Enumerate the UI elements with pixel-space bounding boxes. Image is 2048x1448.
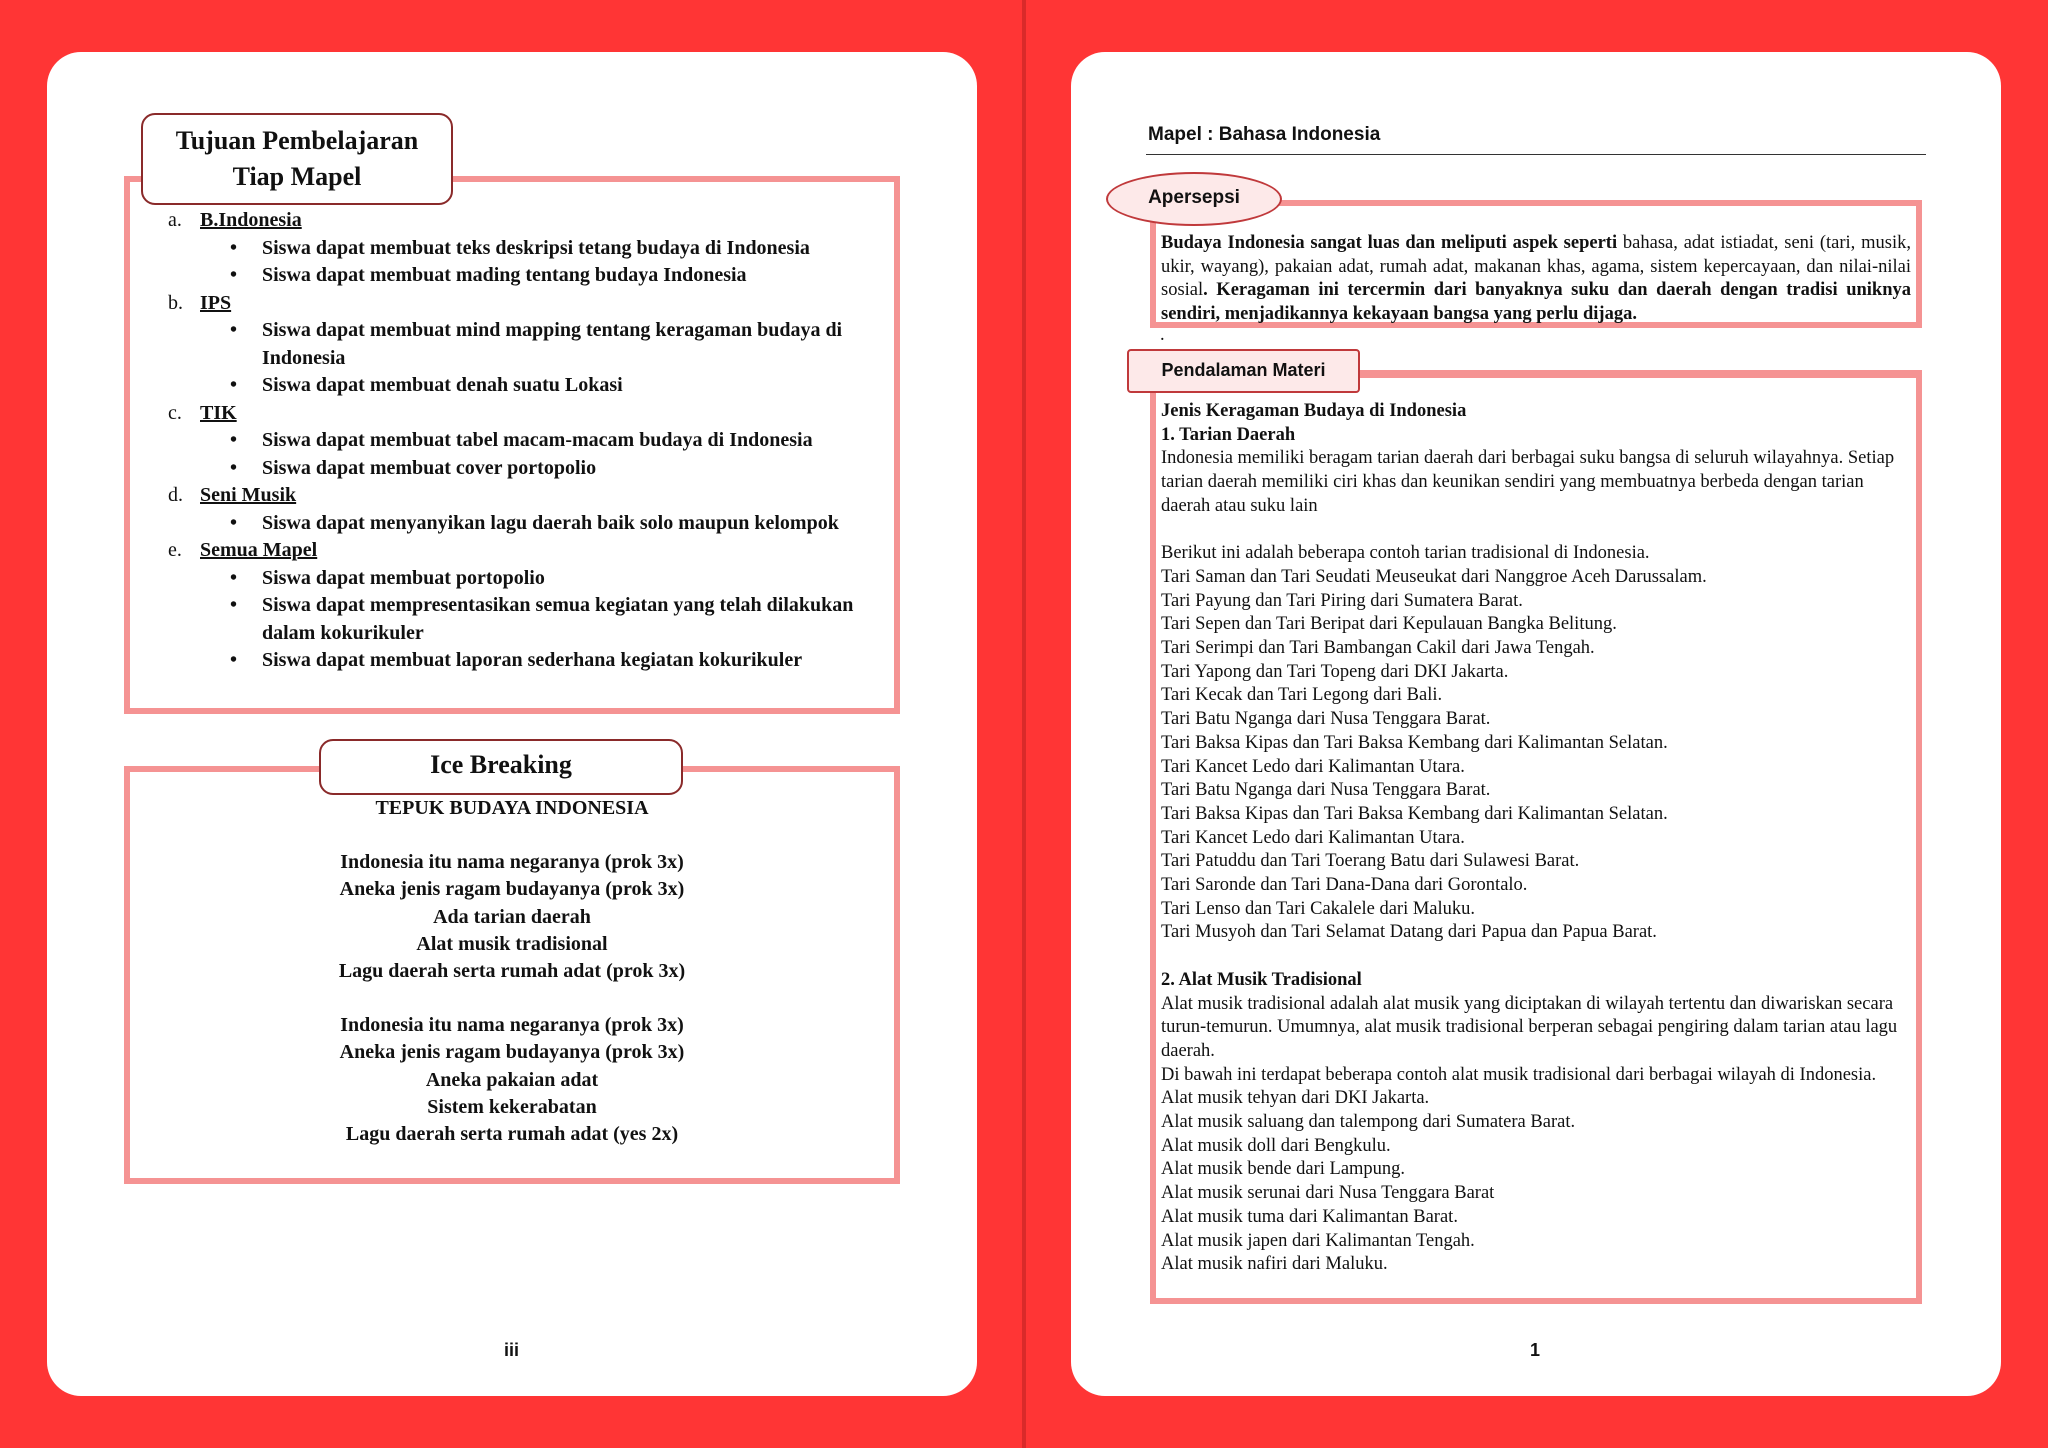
list-item: Tari Batu Nganga dari Nusa Tenggara Barat. [1161, 709, 1491, 730]
ice-breaking-title-tab [319, 739, 683, 795]
list-item: Tari Baksa Kipas dan Tari Baksa Kembang dari Kalimantan Selatan. [1161, 803, 1668, 824]
list-item: Tari Saman dan Tari Seudati Meuseukat dari Nanggroe Aceh Darussalam. [1161, 566, 1707, 587]
apersepsi-normal: bahasa, adat istiadat, seni (tari, musik, ukir, wayang), pakaian adat, rumah adat, makanan khas, agama, sistem kepercayaan, dan nilai-nilai sosial [1161, 233, 1911, 301]
section-letter: c. [168, 401, 182, 424]
list-item: Alat musik serunai dari Nusa Tenggara Barat [1161, 1183, 1495, 1204]
section-b [168, 290, 888, 400]
pendalaman-heading: Jenis Keragaman Budaya di Indonesia [1161, 401, 1467, 421]
subheading-tarian: 1. Tarian Daerah [1161, 424, 1296, 445]
book-spine [1022, 0, 1026, 1448]
tarian-intro-2: Berikut ini adalah beberapa contoh tarian tradisional di Indonesia. [1161, 543, 1650, 564]
list-item: Tari Baksa Kipas dan Tari Baksa Kembang dari Kalimantan Selatan. [1161, 732, 1668, 753]
section-a [168, 207, 888, 290]
list-item: Tari Payung dan Tari Piring dari Sumatera Barat. [1161, 590, 1523, 611]
section-d [168, 482, 888, 537]
pendalaman-label-text: Pendalaman Materi [1161, 360, 1326, 380]
ice-breaking-content [140, 795, 884, 1148]
tujuan-title-line1: Tujuan Pembelajaran [175, 126, 419, 155]
tarian-intro: Indonesia memiliki beragam tarian daerah dari berbagai suku bangsa di seluruh wilayahnya. Setiap tarian daerah memiliki ciri khas dan keunikan sendiri yang membuatnya berbeda dengan tarian daerah atau suku lain [1161, 448, 1895, 516]
verse-line: Ada tarian daerah [433, 905, 591, 928]
pendalaman-content [1161, 400, 1901, 1277]
subheading-alat-musik: 2. Alat Musik Tradisional [1161, 969, 1362, 990]
verse-line: Sistem kekerabatan [427, 1095, 597, 1118]
list-item: • Siswa dapat membuat portopolio [230, 565, 876, 593]
song-title: TEPUK BUDAYA INDONESIA [375, 797, 649, 819]
list-item: • Siswa dapat membuat mind mapping tentang keragaman budaya di Indonesia [230, 317, 858, 372]
section-name: B.Indonesia [200, 209, 302, 231]
alat-musik-list [1161, 1087, 1901, 1277]
tujuan-content [168, 207, 888, 675]
verse-line: Indonesia itu nama negaranya (prok 3x) [340, 1014, 684, 1037]
apersepsi-label [1106, 172, 1282, 226]
list-item: • Siswa dapat membuat mading tentang budaya Indonesia [230, 262, 888, 290]
list-item: • Siswa dapat membuat cover portopolio [230, 455, 888, 483]
verse-line: Lagu daerah serta rumah adat (prok 3x) [338, 960, 686, 983]
verse-line: Alat musik tradisional [416, 932, 608, 955]
apersepsi-label-text: Apersepsi [1148, 187, 1240, 208]
list-item: • Siswa dapat membuat tabel macam-macam budaya di Indonesia [230, 427, 888, 455]
list-item: Tari Yapong dan Tari Topeng dari DKI Jakarta. [1161, 661, 1509, 682]
list-item: Alat musik doll dari Bengkulu. [1161, 1135, 1391, 1156]
pendalaman-label [1127, 349, 1360, 393]
header-divider [1146, 154, 1926, 155]
alat-musik-intro: Alat musik tradisional adalah alat musik yang diciptakan di wilayah tertentu dan diwariskan secara turun-temurun. Umumnya, alat musik tradisional berperan sebagai pengiring dalam tarian atau lagu daerah. [1161, 993, 1898, 1061]
verse-line: Indonesia itu nama negaranya (prok 3x) [340, 851, 684, 874]
list-item: Tari Saronde dan Tari Dana-Dana dari Gorontalo. [1161, 875, 1528, 896]
section-name: Seni Musik [200, 484, 297, 506]
verse-line: Lagu daerah serta rumah adat (yes 2x) [345, 1123, 679, 1146]
list-item: Alat musik bende dari Lampung. [1161, 1159, 1406, 1180]
ice-breaking-title: Ice Breaking [430, 750, 572, 779]
list-item: • Siswa dapat membuat teks deskripsi tetang budaya di Indonesia [230, 235, 888, 263]
section-letter: e. [168, 539, 182, 561]
page-number-right: 1 [1530, 1340, 1541, 1360]
section-letter: a. [168, 209, 182, 231]
section-name: TIK [200, 401, 237, 424]
alat-musik-intro-2: Di bawah ini terdapat beberapa contoh alat musik tradisional dari berbagai wilayah di Indonesia. [1161, 1064, 1877, 1085]
list-item: Tari Lenso dan Tari Cakalele dari Maluku. [1161, 898, 1476, 919]
list-item: • Siswa dapat membuat denah suatu Lokasi [230, 372, 858, 400]
list-item: Alat musik japen dari Kalimantan Tengah. [1161, 1230, 1475, 1251]
apersepsi-bold-2: . Keragaman ini tercermin dari banyaknya suku dan daerah dengan tradisi uniknya sendiri, menjadikannya kekayaan bangsa yang perlu dijaga. [1161, 280, 1911, 325]
page-number-left: iii [504, 1340, 520, 1360]
list-item: • Siswa dapat mempresentasikan semua kegiatan yang telah dilakukan dalam kokurikuler [230, 592, 876, 647]
mapel-header: Mapel : Bahasa Indonesia [1148, 124, 1381, 145]
list-item: Alat musik tehyan dari DKI Jakarta. [1161, 1088, 1430, 1109]
section-letter: b. [168, 291, 183, 314]
list-item: Alat musik saluang dan talempong dari Sumatera Barat. [1161, 1112, 1576, 1133]
list-item: Tari Kancet Ledo dari Kalimantan Utara. [1161, 756, 1465, 777]
list-item: Alat musik nafiri dari Maluku. [1161, 1254, 1388, 1275]
apersepsi-text [1161, 232, 1911, 327]
section-c [168, 400, 888, 483]
list-item: • Siswa dapat menyanyikan lagu daerah baik solo maupun kelompok [230, 510, 888, 538]
list-item: Tari Patuddu dan Tari Toerang Batu dari Sulawesi Barat. [1161, 851, 1580, 872]
section-letter: d. [168, 484, 183, 506]
list-item: Tari Batu Nganga dari Nusa Tenggara Barat. [1161, 780, 1491, 801]
list-item: Tari Serimpi dan Tari Bambangan Cakil dari Jawa Tengah. [1161, 638, 1595, 659]
list-item: Alat musik tuma dari Kalimantan Barat. [1161, 1206, 1458, 1227]
section-name: IPS [200, 291, 232, 314]
list-item: Tari Musyoh dan Tari Selamat Datang dari Papua dan Papua Barat. [1161, 922, 1657, 943]
stray-dot: . [1160, 325, 1165, 345]
list-item: Tari Kancet Ledo dari Kalimantan Utara. [1161, 827, 1465, 848]
section-name: Semua Mapel [200, 539, 318, 561]
list-item: • Siswa dapat membuat laporan sederhana kegiatan kokurikuler [230, 647, 876, 675]
apersepsi-bold-1: Budaya Indonesia sangat luas dan meliputi aspek seperti [1161, 233, 1618, 253]
verse-line: Aneka jenis ragam budayanya (prok 3x) [339, 1041, 685, 1064]
section-e [168, 537, 888, 675]
tujuan-title-tab [141, 113, 453, 205]
verse-line: Aneka pakaian adat [425, 1068, 599, 1091]
tarian-list [1161, 566, 1901, 945]
list-item: Tari Kecak dan Tari Legong dari Bali. [1161, 685, 1443, 706]
verse-line: Aneka jenis ragam budayanya (prok 3x) [339, 878, 685, 901]
tujuan-title-line2: Tiap Mapel [232, 162, 362, 191]
list-item: Tari Sepen dan Tari Beripat dari Kepulauan Bangka Belitung. [1161, 614, 1617, 635]
